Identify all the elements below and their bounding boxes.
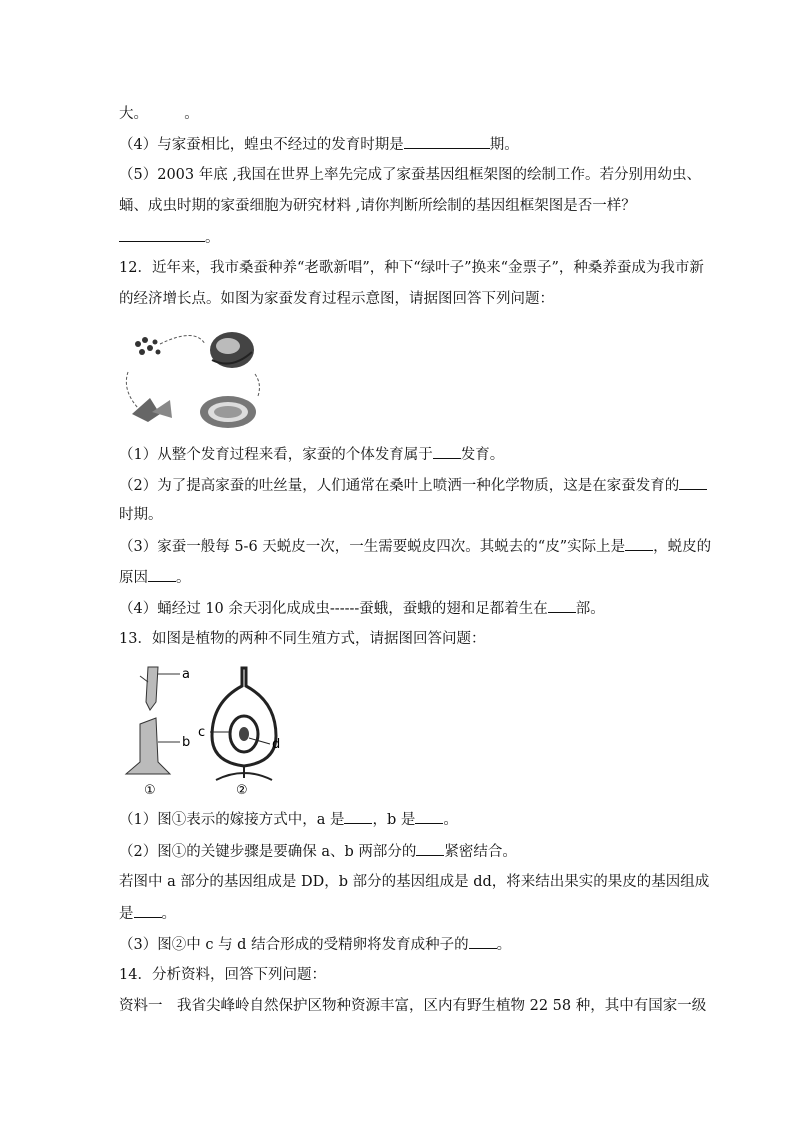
answer-blank[interactable] bbox=[433, 444, 461, 459]
answer-blank[interactable] bbox=[134, 903, 162, 918]
text-line: 的经济增长点。如图为家蚕发育过程示意图，请据图回答下列问题： bbox=[119, 291, 554, 307]
grafting-diagram bbox=[126, 667, 190, 798]
answer-blank[interactable] bbox=[625, 536, 653, 551]
question-12: 12．近年来，我市桑蚕种养“老歌新唱”，种下“绿叶子”换来“金票子”，种桑养蚕成为我市新 bbox=[119, 260, 704, 276]
question-4: （4）与家蚕相比，蝗虫不经过的发育时期是 期。 bbox=[119, 134, 519, 155]
question-12-4: （4）蛹经过 10 余天羽化成成虫------蚕蛾，蚕蛾的翅和足都着生在 部。 bbox=[119, 598, 605, 619]
answer-blank[interactable] bbox=[415, 809, 443, 824]
cocoon-icon bbox=[200, 396, 256, 428]
answer-blank[interactable] bbox=[344, 809, 372, 824]
label-a: a bbox=[182, 667, 190, 682]
answer-blank[interactable] bbox=[679, 475, 707, 490]
flower-ovary-diagram bbox=[198, 668, 280, 798]
answer-blank[interactable] bbox=[119, 227, 205, 242]
question-13-2: （2）图①的关键步骤是要确保 a、b 两部分的 紧密结合。 bbox=[119, 841, 517, 862]
text-line: 原因 。 bbox=[119, 567, 191, 588]
text-line: 。 bbox=[119, 227, 220, 248]
answer-blank[interactable] bbox=[404, 134, 490, 149]
text-line: 时期。 bbox=[119, 507, 163, 523]
label-d: d bbox=[272, 737, 281, 752]
answer-blank[interactable] bbox=[548, 598, 576, 613]
plant-reproduction-figure bbox=[118, 662, 358, 800]
material-1: 资料一 我省尖峰岭自然保护区物种资源丰富，区内有野生植物 22 58 种，其中有国家一级 bbox=[119, 998, 707, 1014]
question-5: （5）2003 年底 ,我国在世界上率先完成了家蚕基因组框架图的绘制工作。若分别用幼虫、 bbox=[119, 167, 701, 183]
question-13-3: （3）图②中 c 与 d 结合形成的受精卵将发育成种子的 。 bbox=[119, 934, 511, 955]
answer-blank[interactable] bbox=[416, 841, 444, 856]
label-c: c bbox=[198, 725, 206, 740]
larva-icon bbox=[210, 332, 254, 368]
question-13-1: （1）图①表示的嫁接方式中，a 是 ，b 是 。 bbox=[119, 809, 458, 830]
text-line: 若图中 a 部分的基因组成是 DD，b 部分的基因组成是 dd，将来结出果实的果皮的基因组成 bbox=[119, 874, 710, 890]
question-12-1: （1）从整个发育过程来看，家蚕的个体发育属于 发育。 bbox=[119, 444, 504, 465]
question-12-2: （2）为了提高家蚕的吐丝量，人们通常在桑叶上喷洒一种化学物质，这是在家蚕发育的 bbox=[119, 475, 707, 496]
label-b: b bbox=[182, 735, 191, 750]
question-13: 13．如图是植物的两种不同生殖方式，请据图回答问题： bbox=[119, 631, 486, 647]
text-line: 大。 。 bbox=[119, 106, 199, 122]
answer-blank[interactable] bbox=[469, 934, 497, 949]
moth-icon bbox=[132, 398, 172, 422]
eggs-icon bbox=[135, 337, 161, 355]
text-line: 是 。 bbox=[119, 903, 176, 924]
text-line: 蛹、成虫时期的家蚕细胞为研究材料 ,请你判断所绘制的基因组框架图是否一样？ bbox=[119, 198, 636, 214]
question-12-3: （3）家蚕一般每 5-6 天蜕皮一次，一生需要蜕皮四次。其蜕去的“皮”实际上是 ，蜕皮的 bbox=[119, 536, 711, 557]
caption-1: ① bbox=[144, 783, 156, 798]
answer-blank[interactable] bbox=[148, 567, 176, 582]
caption-2: ② bbox=[236, 783, 248, 798]
silkworm-lifecycle-figure bbox=[120, 322, 270, 432]
question-14: 14．分析资料，回答下列问题： bbox=[119, 967, 326, 983]
